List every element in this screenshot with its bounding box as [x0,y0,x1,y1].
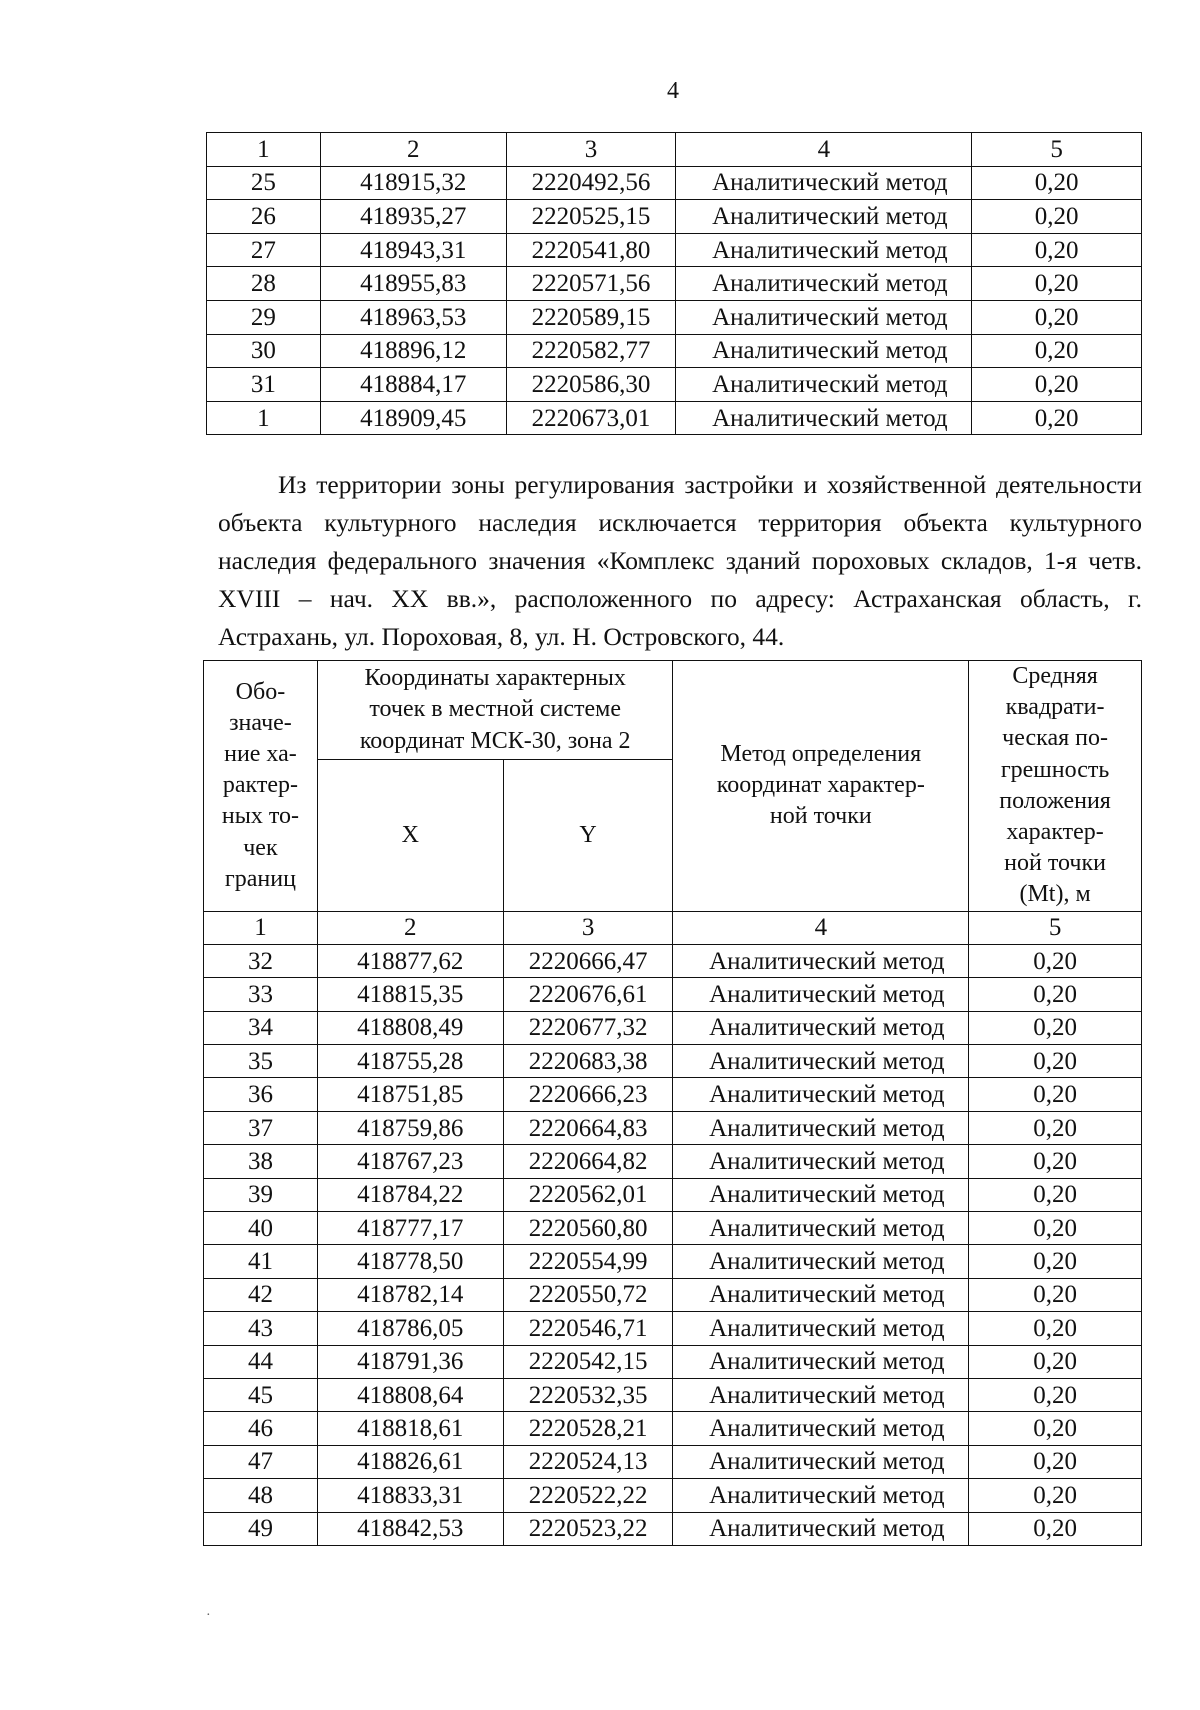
y-cell: 2220524,13 [503,1445,673,1478]
x-cell: 418777,17 [317,1212,503,1245]
table-row [207,267,1142,301]
column-number-cell: 3 [503,911,673,944]
x-cell: 418877,62 [317,944,503,977]
point-cell: 34 [204,1011,318,1044]
table-row [204,978,1142,1011]
header-line: характер- [1006,818,1104,845]
table-row [204,1412,1142,1445]
accuracy-cell: 0,20 [969,944,1142,977]
header-line: Координаты характерных [364,665,626,692]
method-cell: Аналитический метод [676,401,972,435]
y-cell: 2220666,23 [503,1078,673,1111]
table-row [207,166,1142,200]
y-cell: 2220673,01 [506,401,676,435]
x-cell: 418759,86 [317,1111,503,1144]
accuracy-cell: 0,20 [972,166,1142,200]
header-accuracy [969,661,1142,912]
method-cell: Аналитический метод [676,200,972,234]
accuracy-cell: 0,20 [969,1078,1142,1111]
column-number-cell: 4 [676,133,972,167]
column-number-cell: 1 [204,911,318,944]
accuracy-cell: 0,20 [969,1345,1142,1378]
header-line: Метод определения [720,740,922,767]
header-line: ных то- [221,803,299,830]
header-row-1 [204,661,1142,760]
x-cell: 418786,05 [317,1312,503,1345]
header-line: ной точки [1004,850,1106,877]
header-line: Средняя [1012,663,1098,689]
point-cell: 49 [204,1512,318,1545]
y-cell: 2220542,15 [503,1345,673,1378]
method-cell: Аналитический метод [673,1345,969,1378]
y-cell: 2220664,82 [503,1145,673,1178]
column-number-cell: 1 [207,133,321,167]
y-cell: 2220676,61 [503,978,673,1011]
y-cell: 2220528,21 [503,1412,673,1445]
column-number-cell: 2 [320,133,506,167]
method-cell: Аналитический метод [673,1078,969,1111]
x-cell: 418884,17 [320,368,506,402]
column-number-cell: 5 [972,133,1142,167]
column-number-row [204,911,1142,944]
y-cell: 2220525,15 [506,200,676,234]
table-row [204,1212,1142,1245]
x-cell: 418896,12 [320,334,506,368]
header-x: X [317,759,503,911]
table-row [207,334,1142,368]
header-line: (Mt), м [1019,881,1091,908]
x-cell: 418943,31 [320,233,506,267]
point-cell: 26 [207,200,321,234]
x-cell: 418791,36 [317,1345,503,1378]
accuracy-cell: 0,20 [969,1011,1142,1044]
method-cell: Аналитический метод [676,233,972,267]
y-cell: 2220582,77 [506,334,676,368]
exclusion-paragraph [218,466,1142,656]
method-cell: Аналитический метод [673,1278,969,1311]
x-cell: 418808,49 [317,1011,503,1044]
x-cell: 418955,83 [320,267,506,301]
point-cell: 45 [204,1378,318,1411]
x-cell: 418782,14 [317,1278,503,1311]
page-number: 4 [667,78,679,104]
header-line: положения [999,787,1111,814]
y-cell: 2220571,56 [506,267,676,301]
point-cell: 36 [204,1078,318,1111]
point-cell: 41 [204,1245,318,1278]
header-line: значе- [229,709,292,736]
x-cell: 418815,35 [317,978,503,1011]
point-cell: 40 [204,1212,318,1245]
accuracy-cell: 0,20 [969,1145,1142,1178]
x-cell: 418842,53 [317,1512,503,1545]
x-cell: 418767,23 [317,1145,503,1178]
point-cell: 33 [204,978,318,1011]
header-line: грешность [1000,756,1110,783]
accuracy-cell: 0,20 [972,233,1142,267]
method-cell: Аналитический метод [673,1412,969,1445]
point-cell: 38 [204,1145,318,1178]
paragraph-text: Из территории зоны регулирования застройки и хозяйственной деятельности объекта культурного наследия исключается территория объекта культурного наследия федерального значения «Комплекс зданий пороховых складов, 1-я четв. XVIII – нач. XX вв.», расположенного по адресу: Астраханская область, г. Астрахань, ул. Пороховая, 8, ул. Н. Островского, 44. [218,470,1142,651]
header-line: границ [224,865,296,892]
y-cell: 2220522,22 [503,1479,673,1512]
accuracy-cell: 0,20 [969,1178,1142,1211]
point-cell: 39 [204,1178,318,1211]
point-cell: 32 [204,944,318,977]
header-method [673,661,969,912]
accuracy-cell: 0,20 [969,1479,1142,1512]
table-row [204,1078,1142,1111]
point-cell: 47 [204,1445,318,1478]
table-row [207,368,1142,402]
header-line: точек в местной системе [369,696,622,723]
y-cell: 2220589,15 [506,300,676,334]
y-cell: 2220562,01 [503,1178,673,1211]
header-line: чек [243,834,278,861]
coordinates-table [203,660,1142,1546]
x-cell: 418784,22 [317,1178,503,1211]
header-line: ческая по- [1002,725,1108,752]
y-cell: 2220546,71 [503,1312,673,1345]
table-row [207,401,1142,435]
header-line: ной точки [769,803,872,830]
y-cell: 2220492,56 [506,166,676,200]
y-cell: 2220550,72 [503,1278,673,1311]
method-cell: Аналитический метод [673,1512,969,1545]
x-cell: 418915,32 [320,166,506,200]
table-row [204,1178,1142,1211]
y-cell: 2220532,35 [503,1378,673,1411]
x-cell: 418963,53 [320,300,506,334]
table-row [204,1145,1142,1178]
method-cell: Аналитический метод [673,1312,969,1345]
point-cell: 35 [204,1045,318,1078]
x-cell: 418778,50 [317,1245,503,1278]
header-line: ние ха- [224,740,297,767]
column-number-cell: 4 [673,911,969,944]
accuracy-cell: 0,20 [972,401,1142,435]
point-cell: 46 [204,1412,318,1445]
x-cell: 418755,28 [317,1045,503,1078]
x-cell: 418833,31 [317,1479,503,1512]
accuracy-cell: 0,20 [972,300,1142,334]
method-cell: Аналитический метод [673,1212,969,1245]
y-cell: 2220541,80 [506,233,676,267]
method-cell: Аналитический метод [673,944,969,977]
table-row [204,1312,1142,1345]
method-cell: Аналитический метод [673,1479,969,1512]
method-cell: Аналитический метод [673,1145,969,1178]
accuracy-cell: 0,20 [972,267,1142,301]
table-row [204,1378,1142,1411]
column-number-row [207,133,1142,167]
method-cell: Аналитический метод [673,1011,969,1044]
method-cell: Аналитический метод [673,1111,969,1144]
method-cell: Аналитический метод [673,1178,969,1211]
table-row [204,1245,1142,1278]
method-cell: Аналитический метод [676,334,972,368]
x-cell: 418808,64 [317,1378,503,1411]
header-coordinates [317,661,673,760]
method-cell: Аналитический метод [673,1045,969,1078]
table-row [204,1512,1142,1545]
table-row [204,1278,1142,1311]
header-y: Y [503,759,673,911]
y-cell: 2220664,83 [503,1111,673,1144]
column-number-cell: 5 [969,911,1142,944]
table-row [204,1011,1142,1044]
accuracy-cell: 0,20 [972,334,1142,368]
accuracy-cell: 0,20 [969,1445,1142,1478]
accuracy-cell: 0,20 [972,368,1142,402]
point-cell: 37 [204,1111,318,1144]
method-cell: Аналитический метод [673,1378,969,1411]
table-row [204,1479,1142,1512]
coordinates-table-continued [206,132,1142,435]
header-point-designation [204,661,318,912]
accuracy-cell: 0,20 [969,1111,1142,1144]
x-cell: 418935,27 [320,200,506,234]
header-line: квадрати- [1005,694,1105,721]
accuracy-cell: 0,20 [969,1212,1142,1245]
method-cell: Аналитический метод [673,978,969,1011]
point-cell: 48 [204,1479,318,1512]
method-cell: Аналитический метод [673,1445,969,1478]
accuracy-cell: 0,20 [969,1378,1142,1411]
method-cell: Аналитический метод [676,300,972,334]
header-line: Обо- [235,678,286,705]
y-cell: 2220554,99 [503,1245,673,1278]
point-cell: 27 [207,233,321,267]
accuracy-cell: 0,20 [969,1278,1142,1311]
y-cell: 2220523,22 [503,1512,673,1545]
header-line: рактер- [222,772,298,799]
header-line: координат характер- [716,772,925,799]
table-row [207,200,1142,234]
point-cell: 31 [207,368,321,402]
point-cell: 43 [204,1312,318,1345]
point-cell: 44 [204,1345,318,1378]
point-cell: 30 [207,334,321,368]
table-row [204,1345,1142,1378]
table-row [204,1045,1142,1078]
point-cell: 29 [207,300,321,334]
accuracy-cell: 0,20 [969,1045,1142,1078]
table-row [207,233,1142,267]
accuracy-cell: 0,20 [969,978,1142,1011]
accuracy-cell: 0,20 [969,1245,1142,1278]
column-number-cell: 2 [317,911,503,944]
method-cell: Аналитический метод [676,166,972,200]
header-line: координат МСК-30, зона 2 [359,727,631,754]
table-row [204,944,1142,977]
scan-speck: · [206,1608,211,1623]
accuracy-cell: 0,20 [969,1412,1142,1445]
y-cell: 2220560,80 [503,1212,673,1245]
point-cell: 28 [207,267,321,301]
x-cell: 418751,85 [317,1078,503,1111]
x-cell: 418909,45 [320,401,506,435]
x-cell: 418826,61 [317,1445,503,1478]
point-cell: 1 [207,401,321,435]
y-cell: 2220666,47 [503,944,673,977]
method-cell: Аналитический метод [676,368,972,402]
method-cell: Аналитический метод [676,267,972,301]
accuracy-cell: 0,20 [969,1512,1142,1545]
y-cell: 2220683,38 [503,1045,673,1078]
accuracy-cell: 0,20 [969,1312,1142,1345]
table-row [204,1445,1142,1478]
table-row [207,300,1142,334]
y-cell: 2220677,32 [503,1011,673,1044]
table-row [204,1111,1142,1144]
accuracy-cell: 0,20 [972,200,1142,234]
y-cell: 2220586,30 [506,368,676,402]
point-cell: 42 [204,1278,318,1311]
column-number-cell: 3 [506,133,676,167]
method-cell: Аналитический метод [673,1245,969,1278]
point-cell: 25 [207,166,321,200]
x-cell: 418818,61 [317,1412,503,1445]
